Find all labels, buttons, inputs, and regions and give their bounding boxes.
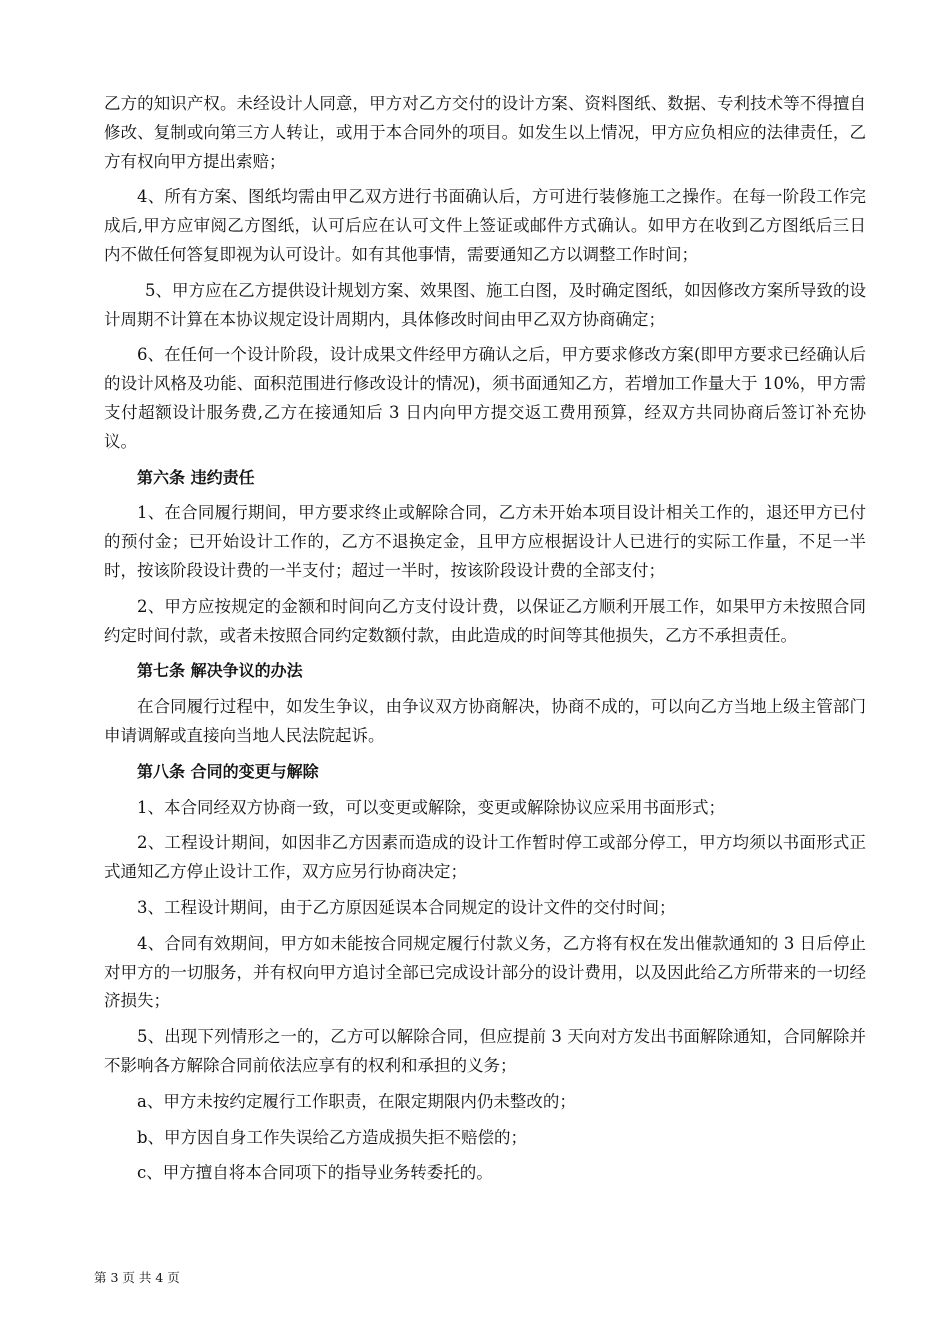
clause-8-5-c: c、甲方擅自将本合同项下的指导业务转委托的。 bbox=[137, 1163, 493, 1183]
clause-8-5-a: a、甲方未按约定履行工作职责，在限定期限内仍未整改的； bbox=[137, 1091, 576, 1111]
document-body bbox=[104, 90, 866, 1195]
clause-8-2: 2、工程设计期间，如因非乙方因素而造成的设计工作暂时停工或部分停工，甲方均须以书面形式正式通知乙方停止设计工作，双方应另行协商决定； bbox=[104, 833, 866, 882]
clause-5-design-cycle: 5、甲方应在乙方提供设计规划方案、效果图、施工白图，及时确定图纸，如因修改方案所导致的设计周期不计算在本协议规定设计周期内，具体修改时间由甲乙双方协商确定； bbox=[104, 280, 866, 329]
clause-8-3: 3、工程设计期间，由于乙方原因延误本合同规定的设计文件的交付时间； bbox=[137, 897, 676, 917]
section-heading-7: 第七条 解决争议的办法 bbox=[137, 661, 303, 681]
section-heading-8: 第八条 合同的变更与解除 bbox=[137, 761, 319, 781]
clause-7-text: 在合同履行过程中，如发生争议，由争议双方协商解决，协商不成的，可以向乙方当地上级主管部门申请调解或直接向当地人民法院起诉。 bbox=[104, 697, 866, 745]
clause-6-2: 2、甲方应按规定的金额和时间向乙方支付设计费，以保证乙方顺利开展工作，如果甲方未按照合同约定时间付款，或者未按照合同约定数额付款，由此造成的时间等其他损失，乙方不承担责任。 bbox=[104, 596, 866, 645]
clause-6-1: 1、在合同履行期间，甲方要求终止或解除合同，乙方未开始本项目设计相关工作的，退还甲方已付的预付金；已开始设计工作的，乙方不退换定金，且甲方应根据设计人已进行的实际工作量，不足一半时，按该阶段设计费的一半支付；超过一半时，按该阶段设计费的全部支付； bbox=[104, 503, 866, 580]
paragraph-ip-rights: 乙方的知识产权。未经设计人同意，甲方对乙方交付的设计方案、资料图纸、数据、专利技术等不得擅自修改、复制或向第三方人转让，或用于本合同外的项目。如发生以上情况，甲方应负相应的法律责任，乙方有权向甲方提出索赔； bbox=[104, 94, 866, 171]
clause-8-5: 5、出现下列情形之一的，乙方可以解除合同，但应提前 3 天向对方发出书面解除通知，合同解除并不影响各方解除合同前依法应享有的权利和承担的义务； bbox=[104, 1027, 866, 1075]
clause-8-4: 4、合同有效期间，甲方如未能按合同规定履行付款义务，乙方将有权在发出催款通知的 3 日后停止对甲方的一切服务，并有权向甲方追讨全部已完成设计部分的设计费用，以及因此给乙方所带来的一切经济损失； bbox=[104, 933, 866, 1011]
page-number-footer: 第 3 页 共 4 页 bbox=[94, 1270, 180, 1285]
clause-8-5-b: b、甲方因自身工作失误给乙方造成损失拒不赔偿的； bbox=[137, 1127, 528, 1147]
clause-4-confirmation: 4、所有方案、图纸均需由甲乙双方进行书面确认后，方可进行装修施工之操作。在每一阶段工作完成后,甲方应审阅乙方图纸，认可后应在认可文件上签证或邮件方式确认。如甲方在收到乙方图纸后三日内不做任何答复即视为认可设计。如有其他事情，需要通知乙方以调整工作时间； bbox=[104, 187, 866, 264]
section-heading-6: 第六条 违约责任 bbox=[137, 467, 255, 487]
clause-8-1: 1、本合同经双方协商一致，可以变更或解除，变更或解除协议应采用书面形式； bbox=[137, 797, 725, 817]
clause-6-modification: 6、在任何一个设计阶段，设计成果文件经甲方确认之后，甲方要求修改方案(即甲方要求已经确认后的设计风格及功能、面积范围进行修改设计的情况)，须书面通知乙方，若增加工作量大于 10%，甲方需支付超额设计服务费,乙方在接通知后 3 日内向甲方提交返工费用预算，经双方共同协商后签订补充协议。 bbox=[104, 345, 866, 451]
